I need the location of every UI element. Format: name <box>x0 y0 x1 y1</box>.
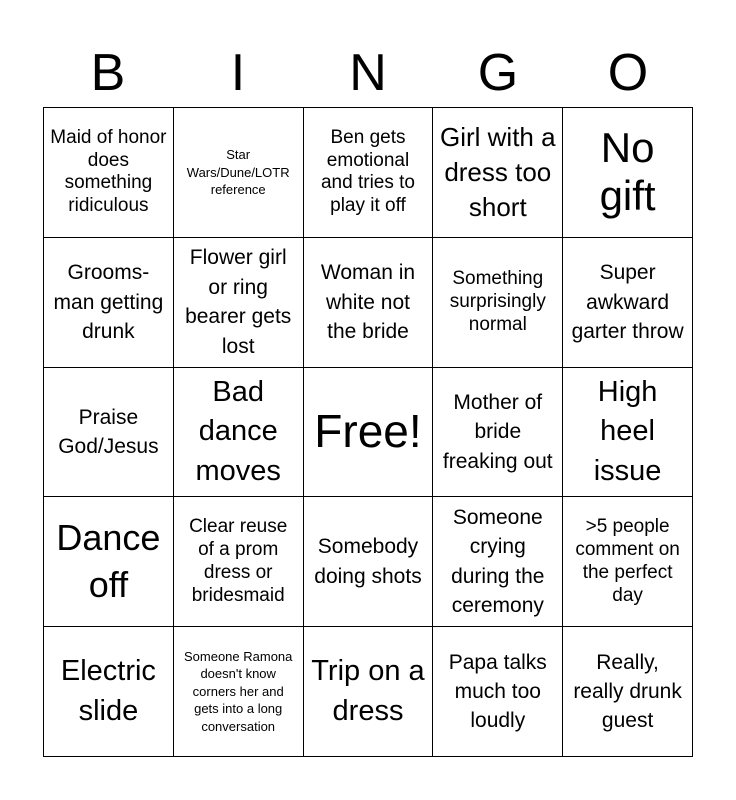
bingo-cell[interactable]: High heel issue <box>563 368 693 498</box>
header-letter-g: G <box>477 44 519 102</box>
bingo-grid <box>43 107 693 757</box>
bingo-cell[interactable]: Woman in white not the bride <box>304 238 434 368</box>
bingo-cell[interactable]: Clear reuse of a prom dress or bridesmaid <box>174 497 304 627</box>
bingo-cell[interactable]: Papa talks much too loudly <box>433 627 563 757</box>
bingo-cell[interactable]: Maid of honor does something ridiculous <box>44 108 174 238</box>
bingo-cell[interactable]: Electric slide <box>44 627 174 757</box>
bingo-cell-free[interactable]: Free! <box>304 368 434 498</box>
header-letter-i: I <box>230 44 246 102</box>
header-letter-n: N <box>349 44 387 102</box>
bingo-cell[interactable]: Dance off <box>44 497 174 627</box>
bingo-cell[interactable]: Super awkward garter throw <box>563 238 693 368</box>
bingo-cell[interactable]: Ben gets emotional and tries to play it off <box>304 108 434 238</box>
bingo-cell[interactable]: Someone Ramona doesn't know corners her and gets into a long conversation <box>174 627 304 757</box>
bingo-cell[interactable]: Really, really drunk guest <box>563 627 693 757</box>
bingo-header <box>43 40 693 106</box>
bingo-cell[interactable]: Girl with a dress too short <box>433 108 563 238</box>
bingo-cell[interactable]: Grooms-man getting drunk <box>44 238 174 368</box>
bingo-cell[interactable]: Star Wars/Dune/LOTR reference <box>174 108 304 238</box>
bingo-cell[interactable]: Praise God/Jesus <box>44 368 174 498</box>
bingo-cell[interactable]: Bad dance moves <box>174 368 304 498</box>
bingo-cell[interactable]: Someone crying during the ceremony <box>433 497 563 627</box>
bingo-cell[interactable]: Mother of bride freaking out <box>433 368 563 498</box>
bingo-cell[interactable]: >5 people comment on the perfect day <box>563 497 693 627</box>
bingo-cell[interactable]: Trip on a dress <box>304 627 434 757</box>
bingo-cell[interactable]: Somebody doing shots <box>304 497 434 627</box>
header-letter-b: B <box>90 44 126 102</box>
bingo-cell[interactable]: Something surprisingly normal <box>433 238 563 368</box>
bingo-cell[interactable]: No gift <box>563 108 693 238</box>
bingo-cell[interactable]: Flower girl or ring bearer gets lost <box>174 238 304 368</box>
header-letter-o: O <box>607 44 649 102</box>
